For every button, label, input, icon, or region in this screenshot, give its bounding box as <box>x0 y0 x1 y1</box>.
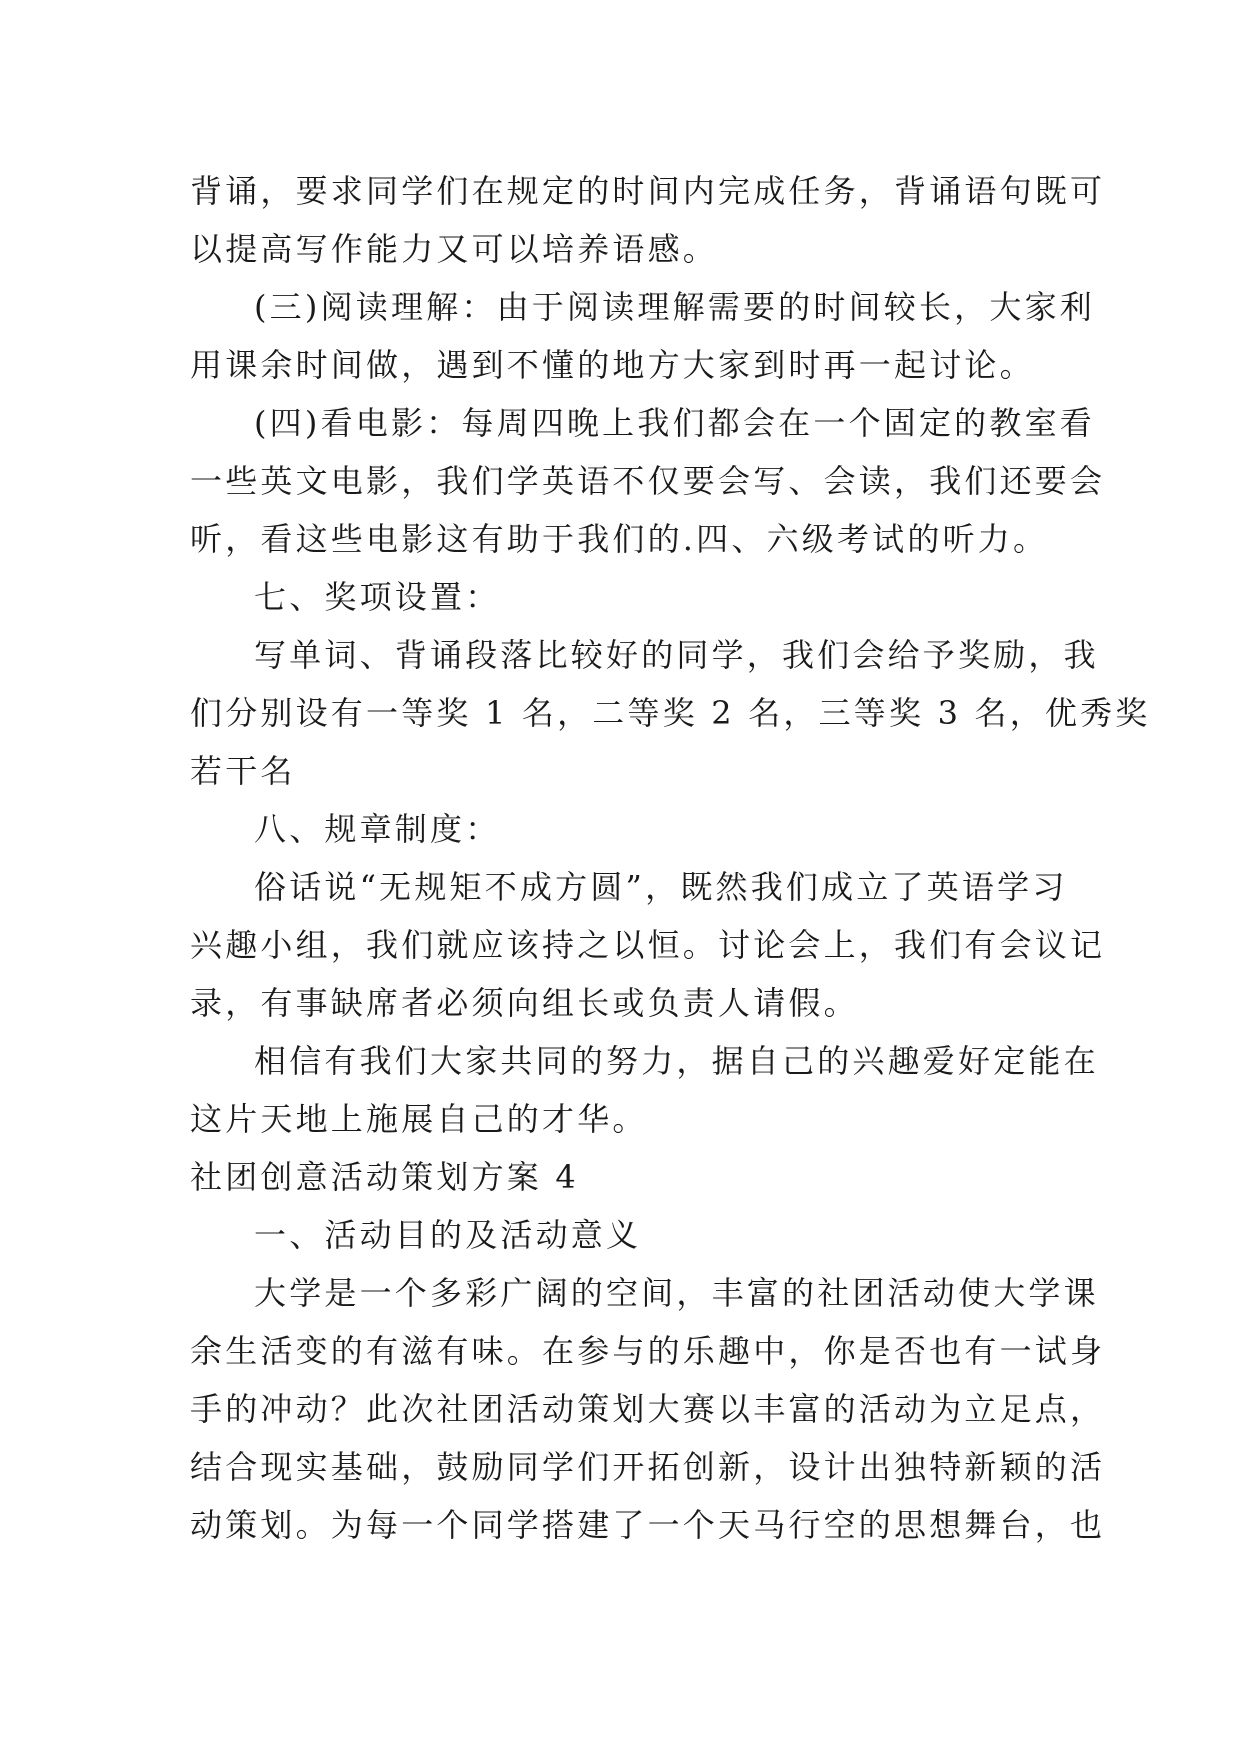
document-body <box>190 162 1151 1554</box>
text-line: (四)看电影：每周四晚上我们都会在一个固定的教室看 <box>254 404 1095 442</box>
section-heading: 七、奖项设置： <box>254 578 501 616</box>
text-line: 以提高写作能力又可以培养语感。 <box>190 230 719 268</box>
section-heading: 一、活动目的及活动意义 <box>254 1216 642 1254</box>
text-line: 一些英文电影，我们学英语不仅要会写、会读，我们还要会 <box>190 462 1106 500</box>
text-line: (三)阅读理解：由于阅读理解需要的时间较长，大家利 <box>254 288 1095 326</box>
section-heading: 八、规章制度： <box>254 810 501 848</box>
text-line: 写单词、背诵段落比较好的同学，我们会给予奖励，我 <box>254 636 1099 674</box>
text-line: 听，看这些电影这有助于我们的.四、六级考试的听力。 <box>190 520 1049 558</box>
text-line: 这片天地上施展自己的才华。 <box>190 1100 648 1138</box>
text-line: 相信有我们大家共同的努力，据自己的兴趣爱好定能在 <box>254 1042 1099 1080</box>
text-line: 余生活变的有滋有味。在参与的乐趣中，你是否也有一试身 <box>190 1332 1106 1370</box>
document-title: 社团创意活动策划方案 4 <box>190 1158 579 1196</box>
text-line: 动策划。为每一个同学搭建了一个天马行空的思想舞台，也 <box>190 1506 1106 1544</box>
text-line: 录，有事缺席者必须向组长或负责人请假。 <box>190 984 859 1022</box>
text-line: 大学是一个多彩广阔的空间，丰富的社团活动使大学课 <box>254 1274 1099 1312</box>
text-line: 背诵，要求同学们在规定的时间内完成任务，背诵语句既可 <box>190 172 1106 210</box>
text-line: 若干名 <box>190 752 296 790</box>
text-line: 们分别设有一等奖 1 名，二等奖 2 名，三等奖 3 名，优秀奖 <box>190 694 1151 732</box>
text-line: 结合现实基础，鼓励同学们开拓创新，设计出独特新颖的活 <box>190 1448 1106 1486</box>
text-line: 兴趣小组，我们就应该持之以恒。讨论会上，我们有会议记 <box>190 926 1106 964</box>
text-line: 俗话说“无规矩不成方圆”，既然我们成立了英语学习 <box>254 868 1068 906</box>
text-line: 手的冲动？此次社团活动策划大赛以丰富的活动为立足点， <box>190 1390 1106 1428</box>
text-line: 用课余时间做，遇到不懂的地方大家到时再一起讨论。 <box>190 346 1035 384</box>
